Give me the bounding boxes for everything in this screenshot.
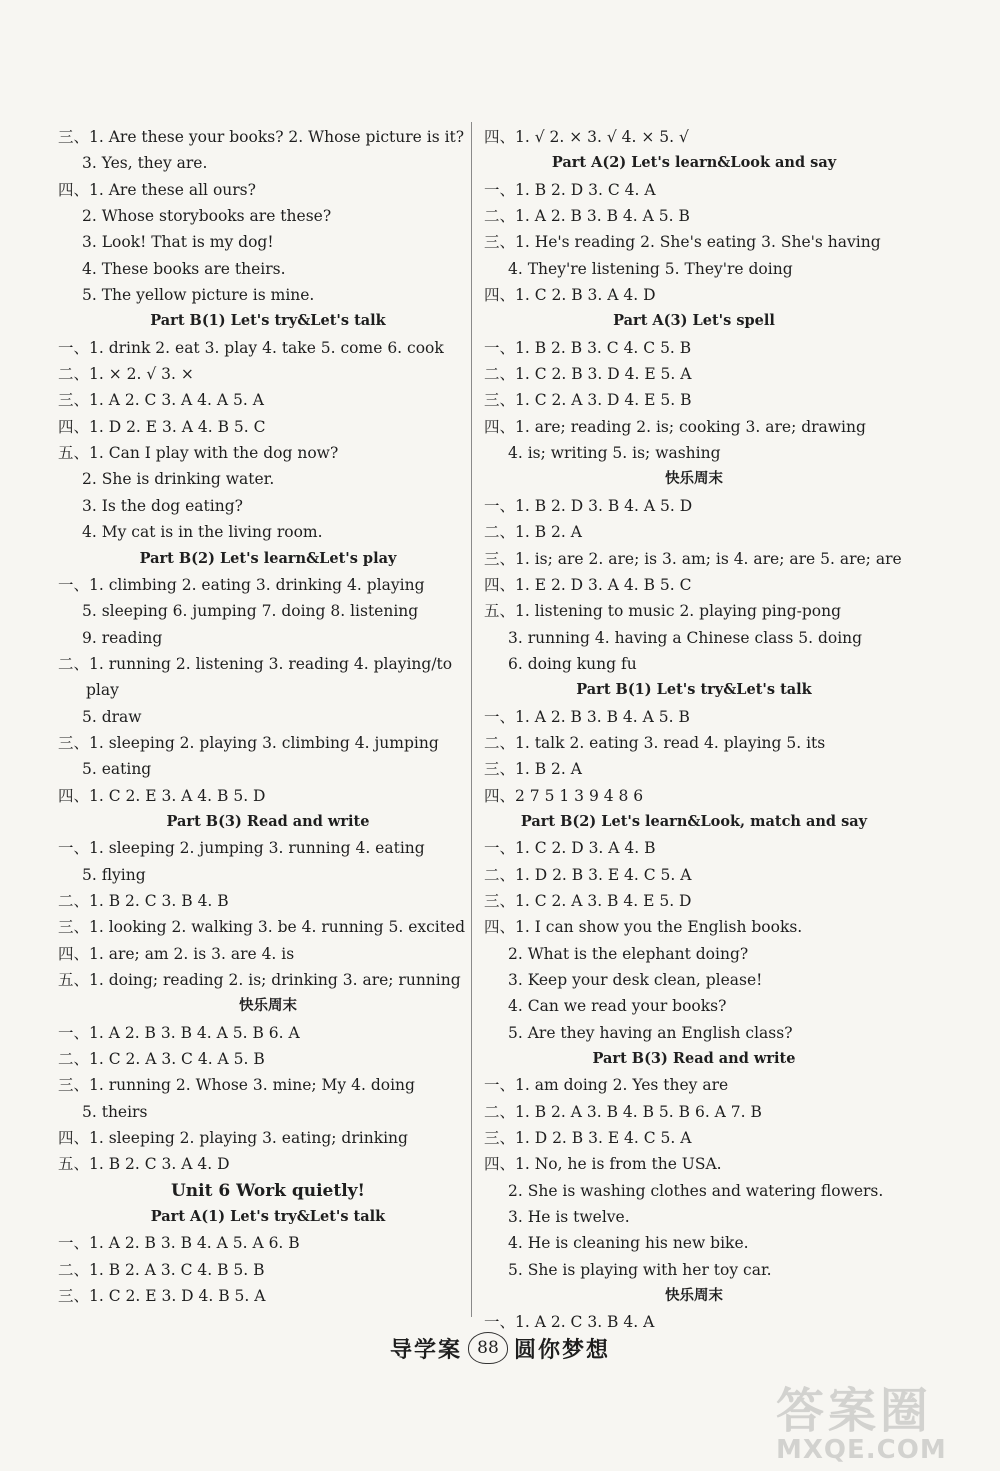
answer-line: 二、1. B 2. A 3. B 4. B 5. B 6. A 7. B (484, 1102, 762, 1121)
section-heading: Part A(3) Let's spell (613, 312, 775, 330)
section-heading: Part B(3) Read and write (166, 812, 370, 830)
answer-line: 3. Yes, they are. (82, 154, 208, 173)
answer-line: 二、1. C 2. B 3. D 4. E 5. A (484, 365, 692, 384)
answer-line: 三、1. C 2. E 3. D 4. B 5. A (58, 1287, 266, 1306)
answer-line: 2. She is drinking water. (82, 470, 275, 489)
answer-line: 四、1. I can show you the English books. (484, 918, 803, 937)
answer-line: 五、1. B 2. C 3. A 4. D (58, 1155, 230, 1174)
answer-line: 3. He is twelve. (508, 1208, 630, 1227)
section-heading: Part B(1) Let's try&Let's talk (150, 312, 386, 330)
answer-line: 三、1. C 2. A 3. D 4. E 5. B (484, 391, 692, 410)
watermark-logo: 答案圈 (776, 1383, 933, 1439)
answer-line: 4. My cat is in the living room. (82, 523, 323, 542)
answer-line: 三、1. B 2. A (484, 760, 582, 779)
answer-line: 四、1. E 2. D 3. A 4. B 5. C (484, 575, 692, 594)
answer-line: 四、1. are; reading 2. is; cooking 3. are; drawing (484, 417, 866, 436)
answer-line: 5. theirs (82, 1102, 148, 1121)
answer-line: 5. eating (82, 760, 152, 779)
answer-line: 4. He is cleaning his new bike. (508, 1234, 749, 1253)
answer-line: 4. is; writing 5. is; washing (508, 444, 721, 463)
answer-line: 3. Look! That is my dog! (82, 233, 274, 252)
answer-line: 四、1. No, he is from the USA. (484, 1155, 722, 1174)
section-heading: 快乐周末 (239, 997, 297, 1015)
answer-line: 二、1. B 2. C 3. B 4. B (58, 891, 229, 910)
left-column (58, 124, 478, 1309)
section-heading: Part B(2) Let's learn&Let's play (139, 549, 397, 567)
answer-line: 二、1. B 2. A (484, 523, 582, 542)
page-footer (0, 1328, 1000, 1368)
footer-slogan: 圆你梦想 (514, 1336, 611, 1363)
answer-line: play (86, 681, 119, 700)
answer-line: 2. She is washing clothes and watering flowers. (508, 1181, 884, 1200)
answer-line: 二、1. B 2. A 3. C 4. B 5. B (58, 1260, 265, 1279)
answer-line: 三、1. is; are 2. are; is 3. am; is 4. are; are 5. are; are (484, 549, 902, 568)
answer-line: 三、1. D 2. B 3. E 4. C 5. A (484, 1129, 692, 1148)
answer-line: 三、1. He's reading 2. She's eating 3. She's having (484, 233, 881, 252)
answer-line: 四、1. C 2. B 3. A 4. D (484, 286, 656, 305)
answer-line: 4. These books are theirs. (82, 259, 286, 278)
answer-line: 一、1. A 2. B 3. B 4. A 5. A 6. B (58, 1234, 300, 1253)
answer-line: 3. Is the dog eating? (82, 496, 243, 515)
answer-line: 二、1. running 2. listening 3. reading 4. playing/to (58, 654, 453, 673)
section-heading: Part B(3) Read and write (592, 1050, 796, 1068)
answer-line: 五、1. Can I play with the dog now? (58, 444, 339, 463)
answer-line: 四、1. D 2. E 3. A 4. B 5. C (58, 417, 266, 436)
answer-line: 5. flying (82, 865, 146, 884)
answer-line: 三、1. Are these your books? 2. Whose picture is it? (58, 128, 465, 146)
answer-line: 一、1. B 2. D 3. C 4. A (484, 180, 656, 199)
right-column (484, 124, 904, 1336)
answer-line: 五、1. doing; reading 2. is; drinking 3. are; running (58, 971, 461, 989)
answer-line: 四、1. sleeping 2. playing 3. eating; drinking (58, 1129, 408, 1148)
answer-line: 四、2 7 5 1 3 9 4 8 6 (484, 786, 644, 805)
answer-line: 一、1. sleeping 2. jumping 3. running 4. eating (58, 839, 425, 858)
section-heading: Part B(1) Let's try&Let's talk (576, 681, 812, 699)
answer-line: 一、1. B 2. D 3. B 4. A 5. D (484, 496, 693, 515)
answer-line: 一、1. C 2. D 3. A 4. B (484, 839, 656, 858)
answer-line: 5. sleeping 6. jumping 7. doing 8. listening (82, 602, 419, 621)
answer-line: 四、1. Are these all ours? (58, 180, 256, 199)
section-heading: Part A(2) Let's learn&Look and say (551, 154, 837, 172)
section-heading: 快乐周末 (665, 470, 723, 488)
answer-line: 二、1. C 2. A 3. C 4. A 5. B (58, 1050, 265, 1069)
answer-line: 3. Keep your desk clean, please! (508, 971, 763, 989)
answer-line: 4. Can we read your books? (508, 997, 727, 1016)
answer-line: 5. Are they having an English class? (508, 1023, 793, 1042)
watermark (776, 1372, 976, 1465)
answer-line: 5. She is playing with her toy car. (508, 1260, 772, 1279)
page-number: 88 (468, 1332, 508, 1364)
answer-line: 一、1. B 2. B 3. C 4. C 5. B (484, 338, 692, 357)
section-heading: 快乐周末 (665, 1287, 723, 1305)
answer-line: 一、1. A 2. B 3. B 4. A 5. B 6. A (58, 1023, 300, 1042)
section-heading: Part A(1) Let's try&Let's talk (150, 1208, 386, 1226)
answer-line: 5. The yellow picture is mine. (82, 286, 315, 305)
unit-heading: Unit 6 Work quietly! (170, 1180, 366, 1201)
answer-line: 4. They're listening 5. They're doing (508, 259, 793, 278)
answer-line: 二、1. × 2. √ 3. × (58, 365, 194, 384)
answer-line: 三、1. C 2. A 3. B 4. E 5. D (484, 891, 692, 910)
answer-line: 二、1. talk 2. eating 3. read 4. playing 5. its (484, 733, 826, 752)
answer-line: 9. reading (82, 628, 163, 647)
answer-line: 6. doing kung fu (508, 654, 637, 673)
answer-line: 一、1. A 2. C 3. B 4. A (484, 1313, 655, 1332)
answer-line: 一、1. drink 2. eat 3. play 4. take 5. come 6. cook (58, 338, 444, 357)
answer-line: 二、1. A 2. B 3. B 4. A 5. B (484, 207, 690, 226)
answer-line: 三、1. looking 2. walking 3. be 4. running 5. excited (58, 918, 466, 937)
answer-line: 四、1. √ 2. × 3. √ 4. × 5. √ (484, 128, 689, 146)
answer-line: 3. running 4. having a Chinese class 5. doing (508, 628, 863, 647)
answer-line: 一、1. A 2. B 3. B 4. A 5. B (484, 707, 690, 726)
answer-line: 2. Whose storybooks are these? (82, 207, 332, 226)
answer-line: 三、1. A 2. C 3. A 4. A 5. A (58, 391, 264, 410)
watermark-url: MXQE.COM (776, 1435, 947, 1465)
answer-line: 二、1. D 2. B 3. E 4. C 5. A (484, 865, 692, 884)
answer-line: 三、1. running 2. Whose 3. mine; My 4. doing (58, 1076, 415, 1095)
answer-line: 2. What is the elephant doing? (508, 944, 749, 963)
footer-title: 导学案 (389, 1336, 462, 1363)
answer-line: 四、1. are; am 2. is 3. are 4. is (58, 944, 295, 963)
answer-line: 三、1. sleeping 2. playing 3. climbing 4. jumping (58, 733, 439, 752)
answer-line: 5. draw (82, 707, 142, 726)
answer-line: 一、1. am doing 2. Yes they are (484, 1076, 729, 1095)
answer-line: 一、1. climbing 2. eating 3. drinking 4. playing (58, 575, 425, 594)
answer-line: 四、1. C 2. E 3. A 4. B 5. D (58, 786, 266, 805)
section-heading: Part B(2) Let's learn&Look, match and say (520, 812, 868, 830)
answer-line: 五、1. listening to music 2. playing ping-pong (484, 602, 842, 621)
